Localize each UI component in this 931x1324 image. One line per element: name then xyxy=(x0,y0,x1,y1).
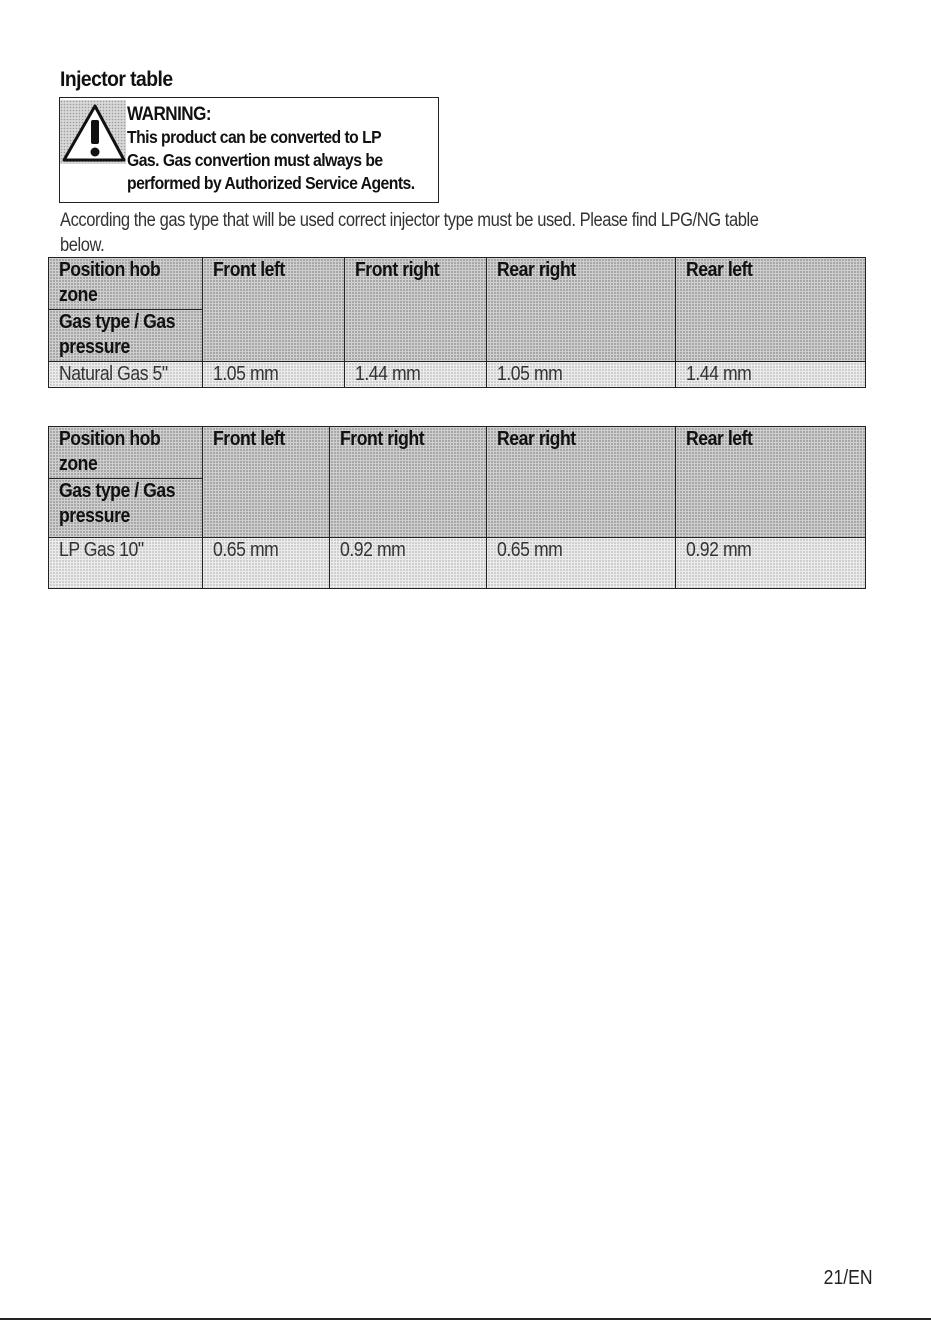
warning-text xyxy=(127,103,415,195)
intro-line: below. xyxy=(60,235,105,256)
row-label: LP Gas 10" xyxy=(49,538,203,589)
injector-table-lp-gas xyxy=(48,426,866,589)
column-header: Front right xyxy=(330,427,487,538)
row-label: Natural Gas 5" xyxy=(49,362,203,388)
warning-line: performed by Authorized Service Agents. xyxy=(127,173,415,193)
intro-line: According the gas type that will be used correct injector type must be used. Please find LPG/NG table xyxy=(60,210,759,231)
warning-line: Gas. Gas convertion must always be xyxy=(127,150,383,170)
injector-value: 1.44 mm xyxy=(676,362,866,388)
column-header: Rear right xyxy=(487,427,676,538)
header-position-hob-zone: Position hob zone xyxy=(49,258,203,310)
warning-triangle-icon xyxy=(60,100,126,164)
injector-value: 0.65 mm xyxy=(203,538,330,589)
footer-rule xyxy=(0,1318,931,1320)
warning-title: WARNING: xyxy=(127,104,212,125)
warning-box xyxy=(59,97,439,203)
injector-value: 0.92 mm xyxy=(330,538,487,589)
warning-line: This product can be converted to LP xyxy=(127,127,382,147)
page-edge xyxy=(0,0,2,1324)
column-header: Rear right xyxy=(487,258,676,362)
column-header: Front left xyxy=(203,427,330,538)
injector-value: 0.65 mm xyxy=(487,538,676,589)
table-row xyxy=(49,362,866,388)
header-gas-type-pressure: Gas type / Gas pressure xyxy=(49,479,203,538)
intro-paragraph xyxy=(60,208,869,258)
column-header: Front right xyxy=(345,258,487,362)
column-header: Front left xyxy=(203,258,345,362)
page-title: Injector table xyxy=(60,68,173,91)
injector-value: 0.92 mm xyxy=(676,538,866,589)
injector-table-natural-gas xyxy=(48,257,866,388)
column-header: Rear left xyxy=(676,258,866,362)
table-row xyxy=(49,538,866,589)
header-gas-type-pressure: Gas type / Gas pressure xyxy=(49,310,203,362)
page-number: 21/EN xyxy=(824,1267,873,1289)
injector-value: 1.44 mm xyxy=(345,362,487,388)
header-position-hob-zone: Position hob zone xyxy=(49,427,203,479)
column-header: Rear left xyxy=(676,427,866,538)
injector-value: 1.05 mm xyxy=(203,362,345,388)
injector-value: 1.05 mm xyxy=(487,362,676,388)
